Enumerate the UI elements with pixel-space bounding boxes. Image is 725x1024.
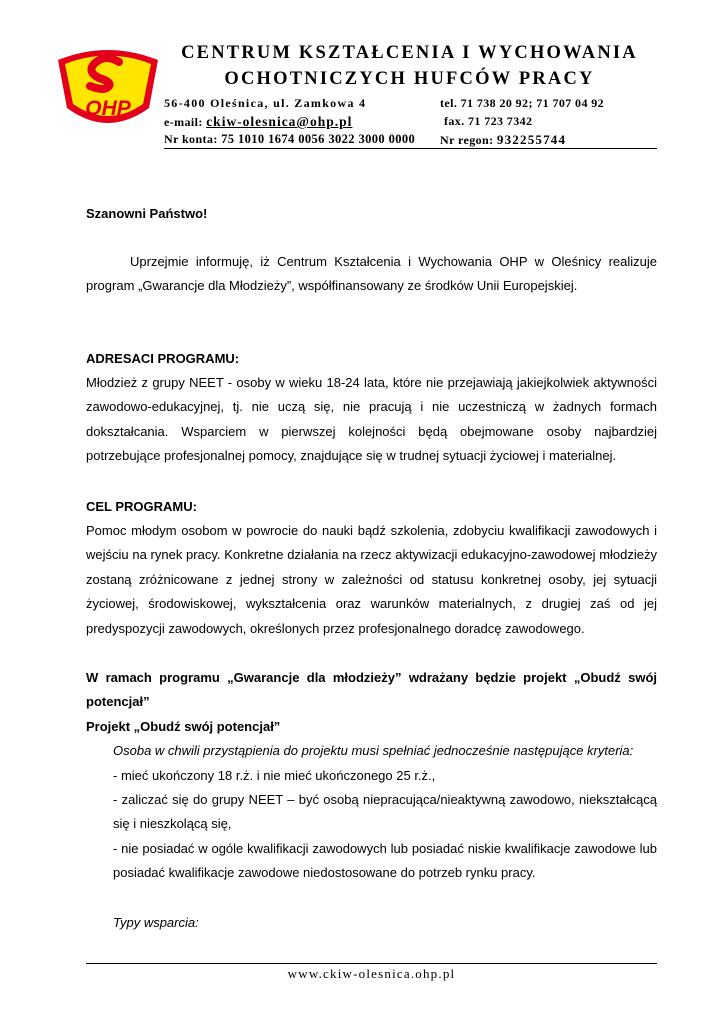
account-label: Nr konta:: [164, 132, 222, 146]
email-link[interactable]: ckiw-olesnica@ohp.pl: [206, 114, 353, 129]
email-line: [164, 114, 352, 130]
logo-text: OHP: [85, 97, 131, 120]
header-divider: [164, 148, 657, 149]
regon-line: [440, 132, 566, 148]
footer-website[interactable]: www.ckiw-olesnica.ohp.pl: [287, 966, 456, 981]
support-heading: Typy wsparcia:: [113, 915, 199, 930]
goal-paragraph: Pomoc młodym osobom w powrocie do nauki bądź szkolenia, zdobyciu kwalifikacji zawodowych i wejściu na rynek pracy. Konkretne działania na rzecz aktywizacji edukacyjno-zawodowej młodzieży zostaną zróżnicowane z jednej strony w zależności od statusu konkretnej osoby, jej sytuacji życiowej, środowiskowej, wykształcenia oraz warunków materialnych, z drugiej zaś od jej predyspozycji zawodowych, określonych przez profesjonalnego doradcę zawodowego.: [86, 523, 657, 636]
regon-label: Nr regon:: [440, 133, 497, 147]
criteria-item: - mieć ukończony 18 r.ż. i nie mieć ukończonego 25 r.ż.,: [113, 768, 436, 783]
criteria-item: - nie posiadać w ogóle kwalifikacji zawodowych lub posiadać niskie kwalifikacje zawodowe lub posiadać kwalifikacje zawodowe niedostosowane do potrzeb rynku pracy.: [113, 841, 657, 881]
fax: fax. 71 723 7342: [444, 114, 533, 128]
salutation: Szanowni Państwo!: [86, 206, 208, 221]
institution-name-line2: OCHOTNICZYCH HUFCÓW PRACY: [224, 69, 595, 89]
email-label: e-mail:: [164, 115, 207, 129]
institution-name-line1: CENTRUM KSZTAŁCENIA I WYCHOWANIA: [181, 43, 638, 63]
account-number: 75 1010 1674 0056 3022 3000 0000: [221, 132, 416, 146]
footer-divider: [86, 963, 657, 964]
phone: tel. 71 738 20 92; 71 707 04 92: [440, 96, 605, 110]
recipients-paragraph: Młodzież z grupy NEET - osoby w wieku 18-24 lata, które nie przejawiają jakiejkolwiek aktywności zawodowo-edukacyjnej, tj. nie uczą się, nie pracują i nie uczestniczą w żadnych formach dokształcania. Wsparciem w pierwszej kolejności będą obejmowane osoby najbardziej potrzebujące profesjonalnej pomocy, znajdujące się w trudnej sytuacji życiowej i materialnej.: [86, 375, 657, 464]
criteria-intro: Osoba w chwili przystąpienia do projektu musi spełniać jednocześnie następujące kryteria:: [113, 743, 634, 758]
goal-heading: CEL PROGRAMU:: [86, 499, 197, 514]
regon-number: 932255744: [496, 132, 567, 147]
address: 56-400 Oleśnica, ul. Zamkowa 4: [164, 96, 367, 110]
project-intro: W ramach programu „Gwarancje dla młodzieży” wdrażany będzie projekt „Obudź swój potencjał”: [86, 670, 657, 710]
project-heading: Projekt „Obudź swój potencjał”: [86, 719, 281, 734]
recipients-heading: ADRESACI PROGRAMU:: [86, 351, 240, 366]
criteria-item: - zaliczać się do grupy NEET – być osobą niepracująca/nieaktywną zawodowo, niekształcącą się i nieszkolącą się,: [113, 792, 657, 832]
intro-paragraph: Uprzejmie informuję, iż Centrum Kształcenia i Wychowania OHP w Oleśnicy realizuje program „Gwarancje dla Młodzieży”, współfinansowany ze środków Unii Europejskiej.: [86, 254, 657, 294]
ohp-logo: [52, 42, 164, 134]
account-line: [164, 132, 415, 147]
